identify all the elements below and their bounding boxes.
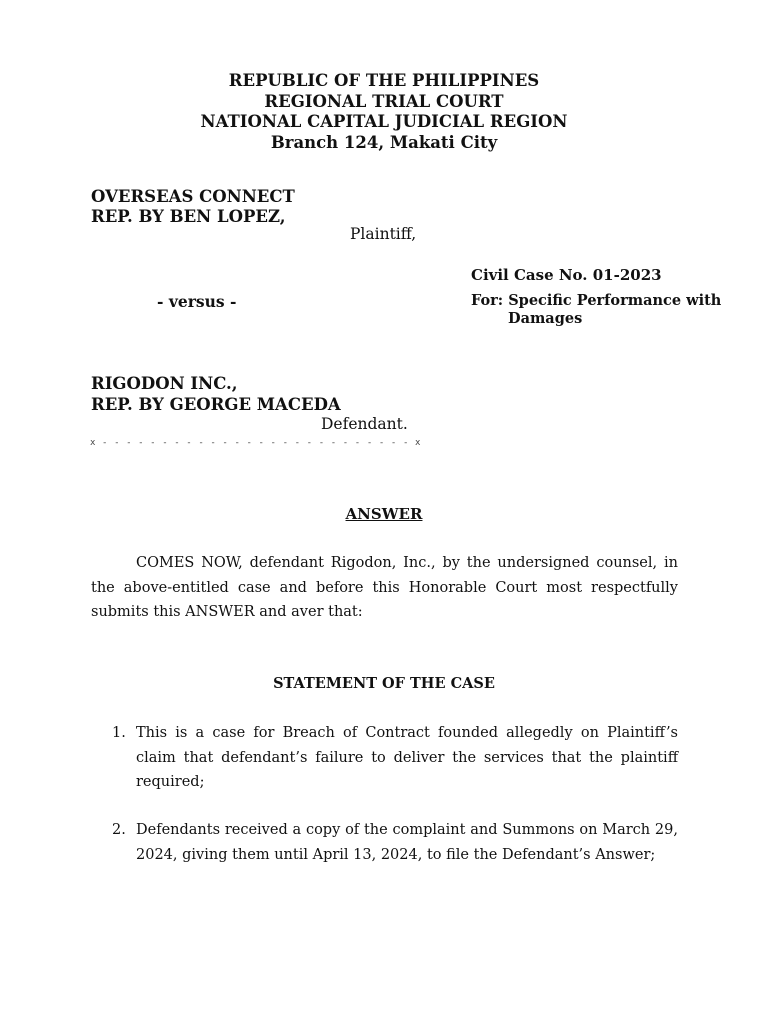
case-nature-line2: Damages xyxy=(508,310,583,327)
case-number: Civil Case No. 01-2023 xyxy=(471,266,662,284)
defendant-role: Defendant. xyxy=(321,415,408,433)
defendant-representative: REP. BY GEORGE MACEDA xyxy=(91,395,341,414)
header-region: NATIONAL CAPITAL JUDICIAL REGION xyxy=(200,112,568,131)
header-republic: REPUBLIC OF THE PHILIPPINES xyxy=(228,71,540,90)
header-court: REGIONAL TRIAL COURT xyxy=(264,91,504,111)
list-item xyxy=(112,721,678,795)
caption-divider: x - - - - - - - - - - - - - - - - - - - - - - - - - - x xyxy=(90,438,422,448)
case-nature-line1: For: Specific Performance with xyxy=(471,292,722,309)
plaintiff-representative: REP. BY BEN LOPEZ, xyxy=(91,207,286,226)
list-item-number: 2. xyxy=(112,822,126,838)
court-header xyxy=(0,71,768,153)
list-item xyxy=(112,818,678,867)
intro-text: COMES NOW, defendant Rigodon, Inc., by the undersigned counsel, in the above-entitled case and before this Honorable Court most respectfully submits this ANSWER and aver that: xyxy=(91,555,678,620)
list-item-number: 1. xyxy=(112,725,126,741)
list-item-text: Defendants received a copy of the complaint and Summons on March 29, 2024, giving them until April 13, 2024, to file the Defendant’s Answer; xyxy=(136,822,678,863)
section-title: STATEMENT OF THE CASE xyxy=(273,675,495,692)
list-item-text: This is a case for Breach of Contract founded allegedly on Plaintiff’s claim that defendant’s failure to deliver the services that the plaintiff required; xyxy=(136,725,678,790)
defendant-name: RIGODON INC., xyxy=(91,374,238,393)
header-branch: Branch 124, Makati City xyxy=(270,132,498,152)
plaintiff-name: OVERSEAS CONNECT xyxy=(91,187,295,206)
document-title: ANSWER xyxy=(345,505,423,523)
intro-paragraph xyxy=(91,551,678,625)
versus-label: - versus - xyxy=(157,292,237,311)
plaintiff-role: Plaintiff, xyxy=(350,225,417,243)
